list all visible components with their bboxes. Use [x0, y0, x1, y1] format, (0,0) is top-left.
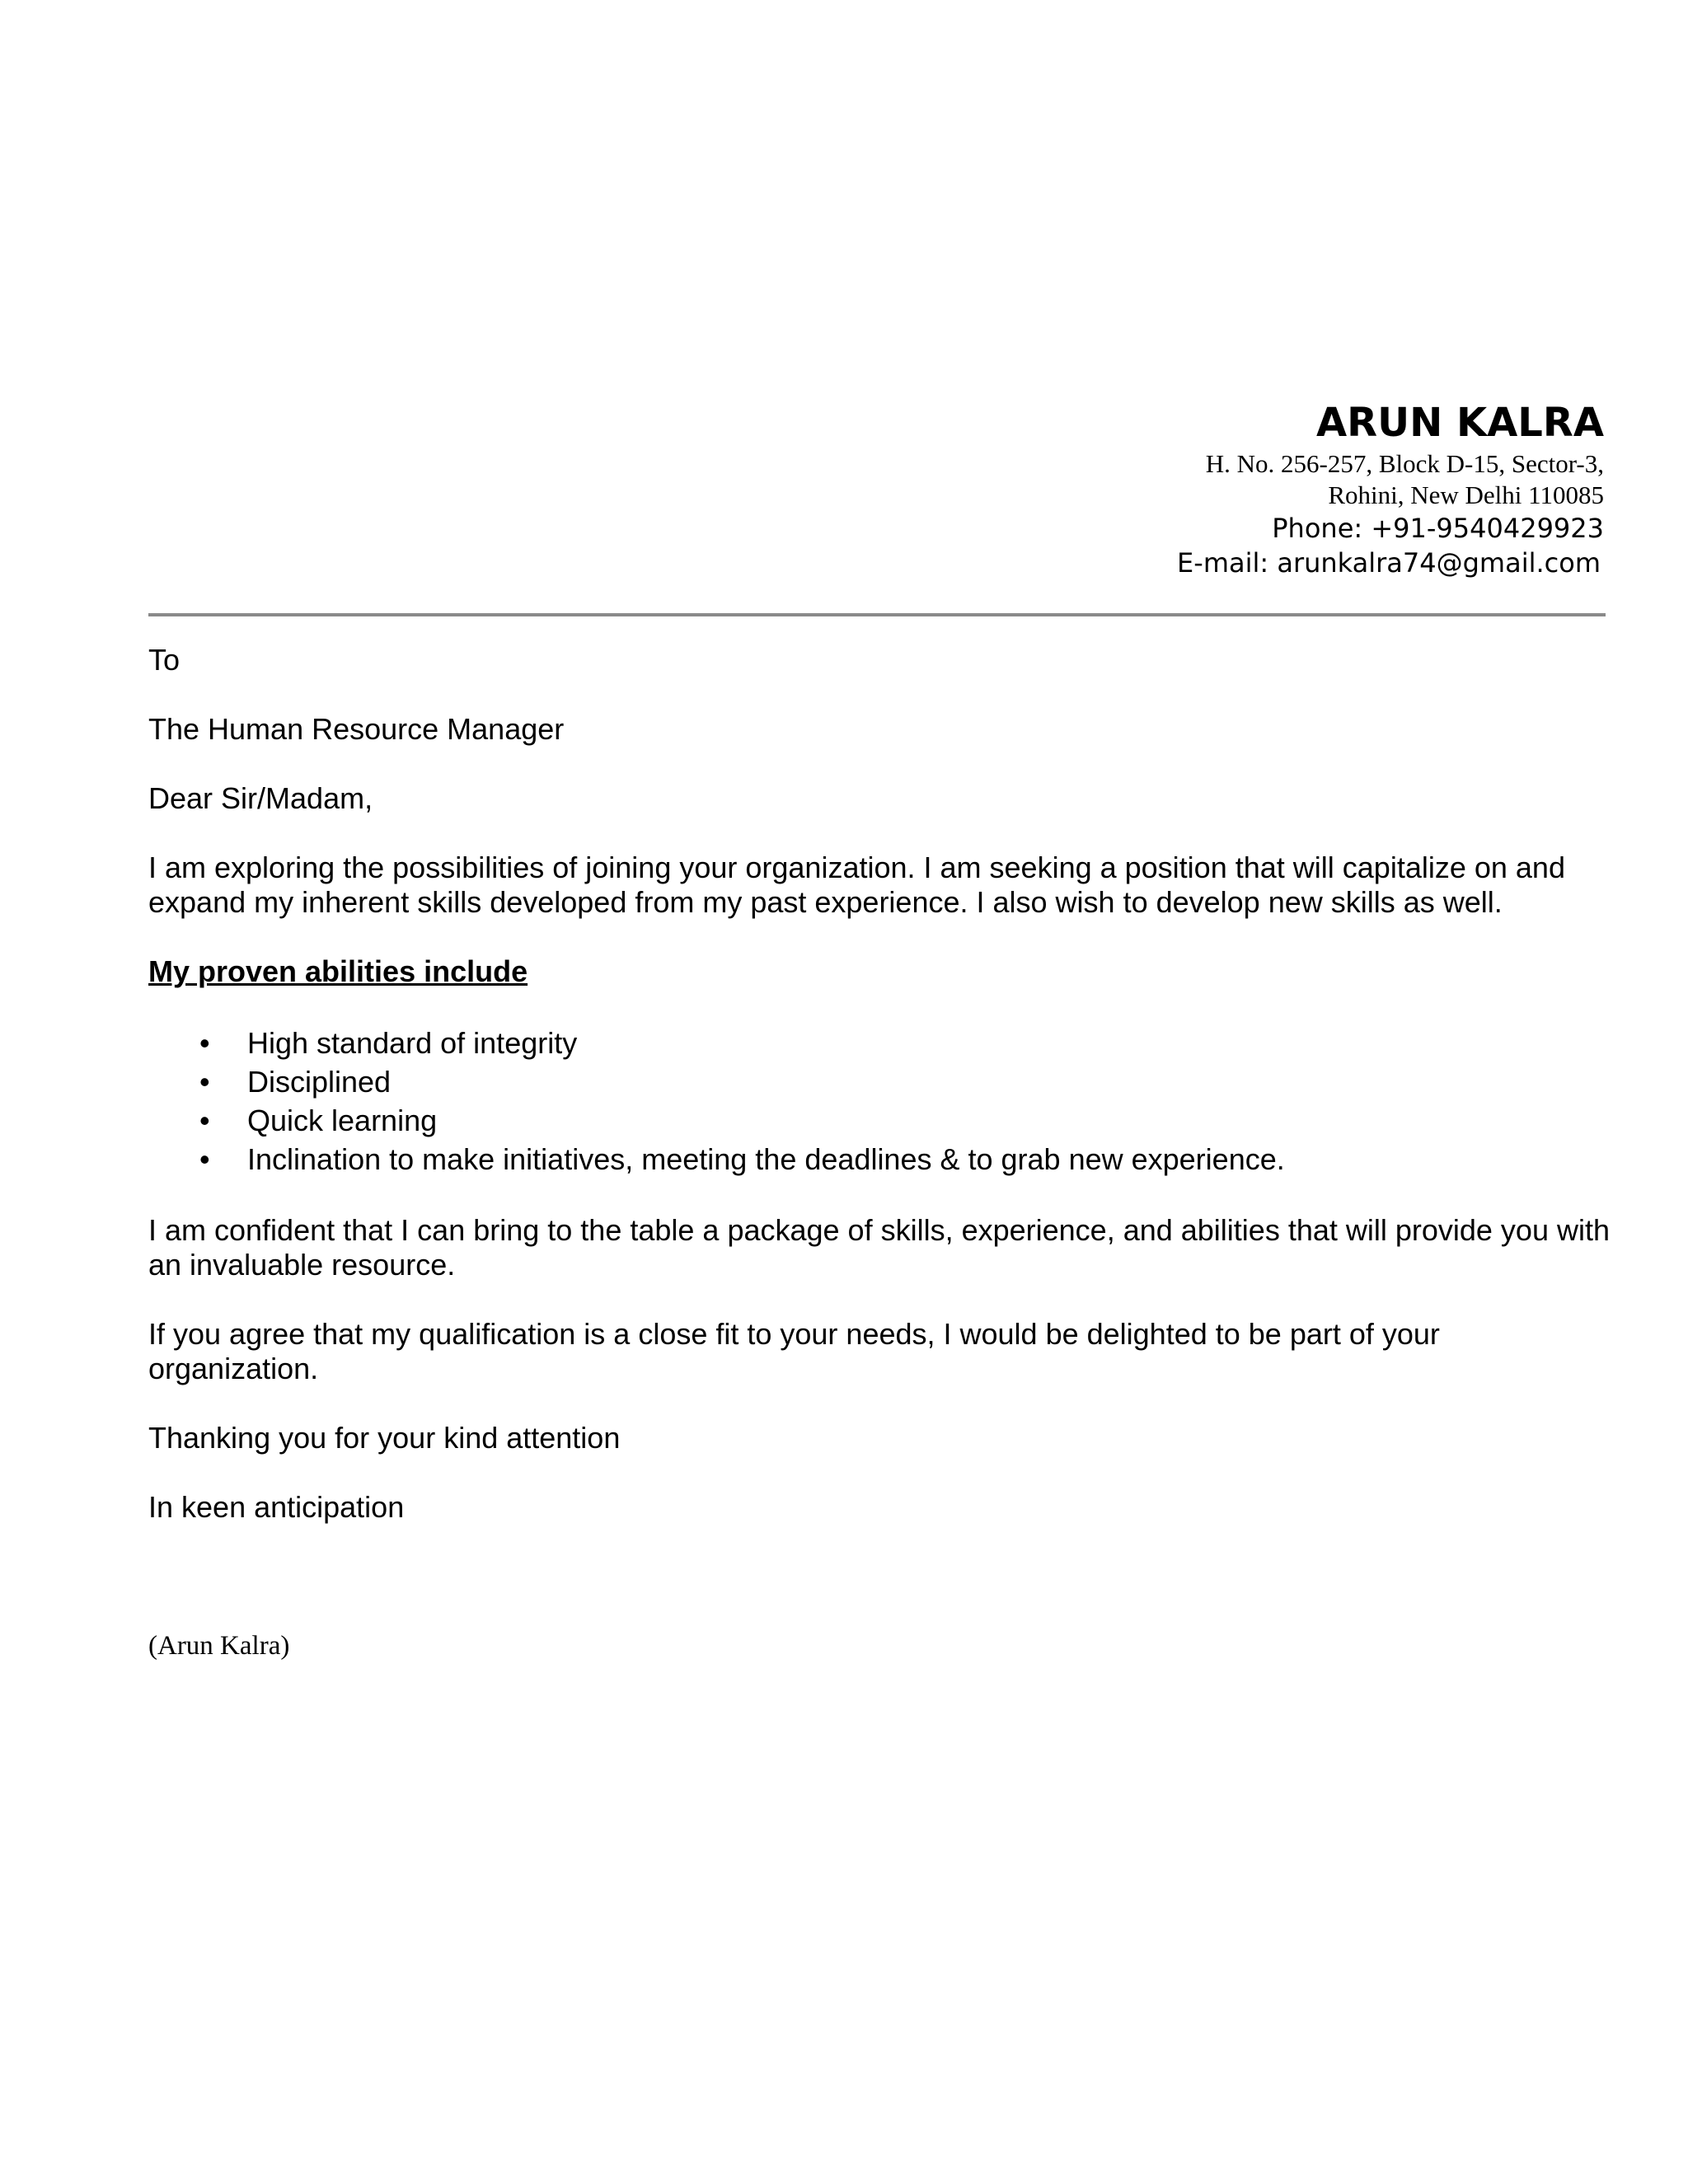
- sender-email: E-mail: arunkalra74@gmail.com: [1177, 547, 1601, 579]
- ability-text: High standard of integrity: [247, 1026, 578, 1060]
- bullet-icon: •: [199, 1142, 210, 1176]
- signature-space: [148, 1559, 1615, 1629]
- bullet-icon: •: [199, 1065, 210, 1099]
- ability-text: Quick learning: [247, 1104, 438, 1137]
- sender-address-line2: Rohini, New Delhi 110085: [1328, 480, 1604, 509]
- list-item: [148, 1140, 1615, 1179]
- confidence-paragraph: I am confident that I can bring to the table a package of skills, experience, and abilities that will provide you with an invaluable resource.: [148, 1213, 1610, 1282]
- intro-paragraph: I am exploring the possibilities of joining your organization. I am seeking a position that will capitalize on and expand my inherent skills developed from my past experience. I also wish to develop new skills as well.: [148, 851, 1565, 919]
- header-divider: [148, 613, 1606, 616]
- bullet-icon: •: [199, 1104, 210, 1137]
- list-item: [148, 1024, 1615, 1062]
- sender-header: [615, 397, 1604, 580]
- sender-phone: Phone: +91-9540429923: [1272, 513, 1604, 544]
- recipient-line: The Human Resource Manager: [148, 712, 565, 746]
- signature-name: (Arun Kalra): [148, 1631, 290, 1661]
- closing-line: In keen anticipation: [148, 1490, 405, 1524]
- list-item: [148, 1062, 1615, 1101]
- ability-text: Inclination to make initiatives, meeting the deadlines & to grab new experience.: [247, 1142, 1285, 1176]
- abilities-heading: My proven abilities include: [148, 954, 528, 988]
- fit-paragraph: If you agree that my qualification is a close fit to your needs, I would be delighted to be part of your organization.: [148, 1317, 1440, 1385]
- ability-text: Disciplined: [247, 1065, 392, 1099]
- salutation: Dear Sir/Madam,: [148, 781, 373, 815]
- bullet-icon: •: [199, 1026, 210, 1060]
- abilities-list: [148, 1024, 1615, 1179]
- sender-address-line1: H. No. 256-257, Block D-15, Sector-3,: [1205, 449, 1604, 478]
- sender-name: ARUN KALRA: [1315, 400, 1604, 446]
- list-item: [148, 1101, 1615, 1140]
- thanks-line: Thanking you for your kind attention: [148, 1421, 621, 1455]
- letter-body: [148, 643, 1615, 1698]
- to-line: To: [148, 643, 181, 677]
